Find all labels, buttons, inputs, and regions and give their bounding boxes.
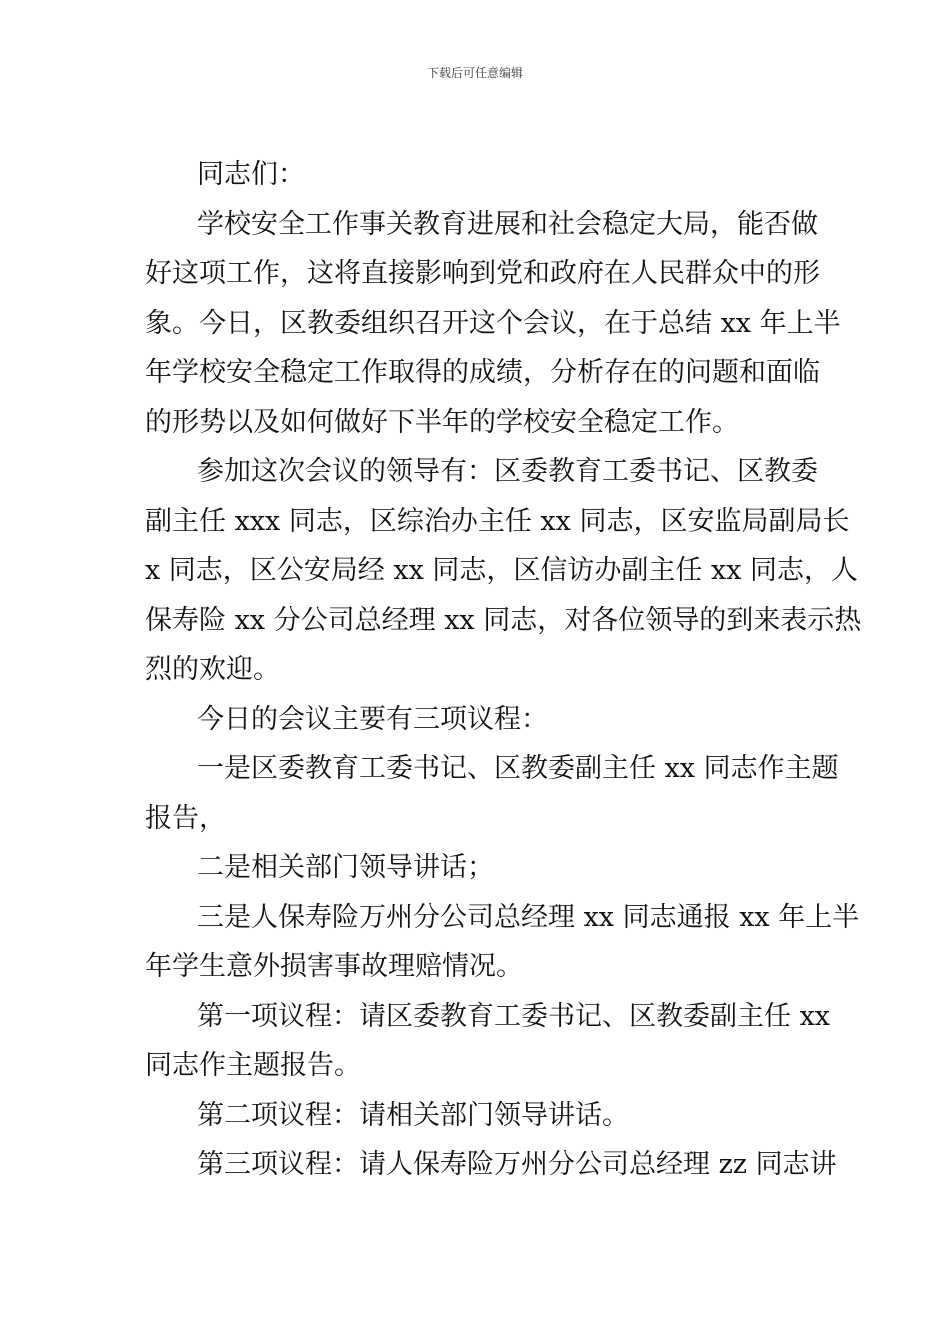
paragraph-line: 第一项议程：请区委教育工委书记、区教委副主任 xx bbox=[197, 1000, 831, 1032]
paragraph-line: 同志作主题报告。 bbox=[145, 1050, 361, 1081]
salutation: 同志们： bbox=[197, 159, 305, 190]
paragraph-line: 第二项议程：请相关部门领导讲话。 bbox=[197, 1099, 629, 1131]
paragraph-line: 学校安全工作事关教育进展和社会稳定大局，能否做 bbox=[197, 208, 818, 240]
paragraph-line: 三是人保寿险万州分公司总经理 xx 同志通报 xx 年上半 bbox=[197, 901, 860, 933]
document-body bbox=[145, 150, 862, 1190]
paragraph-line: 二是相关部门领导讲话； bbox=[197, 852, 494, 883]
page-header: 下载后可任意编辑 bbox=[426, 66, 523, 80]
paragraph-line: x 同志，区公安局经 xx 同志，区信访办副主任 xx 同志，人 bbox=[145, 555, 859, 586]
paragraph-line: 烈的欢迎。 bbox=[145, 654, 280, 685]
paragraph-line: 年学校安全稳定工作取得的成绩，分析存在的问题和面临 bbox=[145, 357, 820, 388]
paragraph-line: 象。今日，区教委组织召开这个会议，在于总结 xx 年上半 bbox=[145, 307, 841, 339]
paragraph-line: 保寿险 xx 分公司总经理 xx 同志，对各位领导的到来表示热 bbox=[145, 604, 862, 636]
paragraph-line: 年学生意外损害事故理赔情况。 bbox=[145, 951, 523, 982]
paragraph-line: 报告， bbox=[145, 802, 226, 834]
paragraph-line: 好这项工作，这将直接影响到党和政府在人民群众中的形 bbox=[145, 258, 820, 289]
paragraph-line: 副主任 xxx 同志，区综治办主任 xx 同志，区安监局副局长 bbox=[145, 505, 850, 537]
paragraph-line: 第三项议程：请人保寿险万州分公司总经理 zz 同志讲 bbox=[197, 1149, 837, 1180]
paragraph-line: 一是区委教育工委书记、区教委副主任 xx 同志作主题 bbox=[197, 753, 839, 784]
paragraph-line: 的形势以及如何做好下半年的学校安全稳定工作。 bbox=[145, 406, 739, 438]
paragraph-line: 今日的会议主要有三项议程： bbox=[197, 703, 548, 735]
paragraph-line: 参加这次会议的领导有：区委教育工委书记、区教委 bbox=[197, 456, 818, 487]
